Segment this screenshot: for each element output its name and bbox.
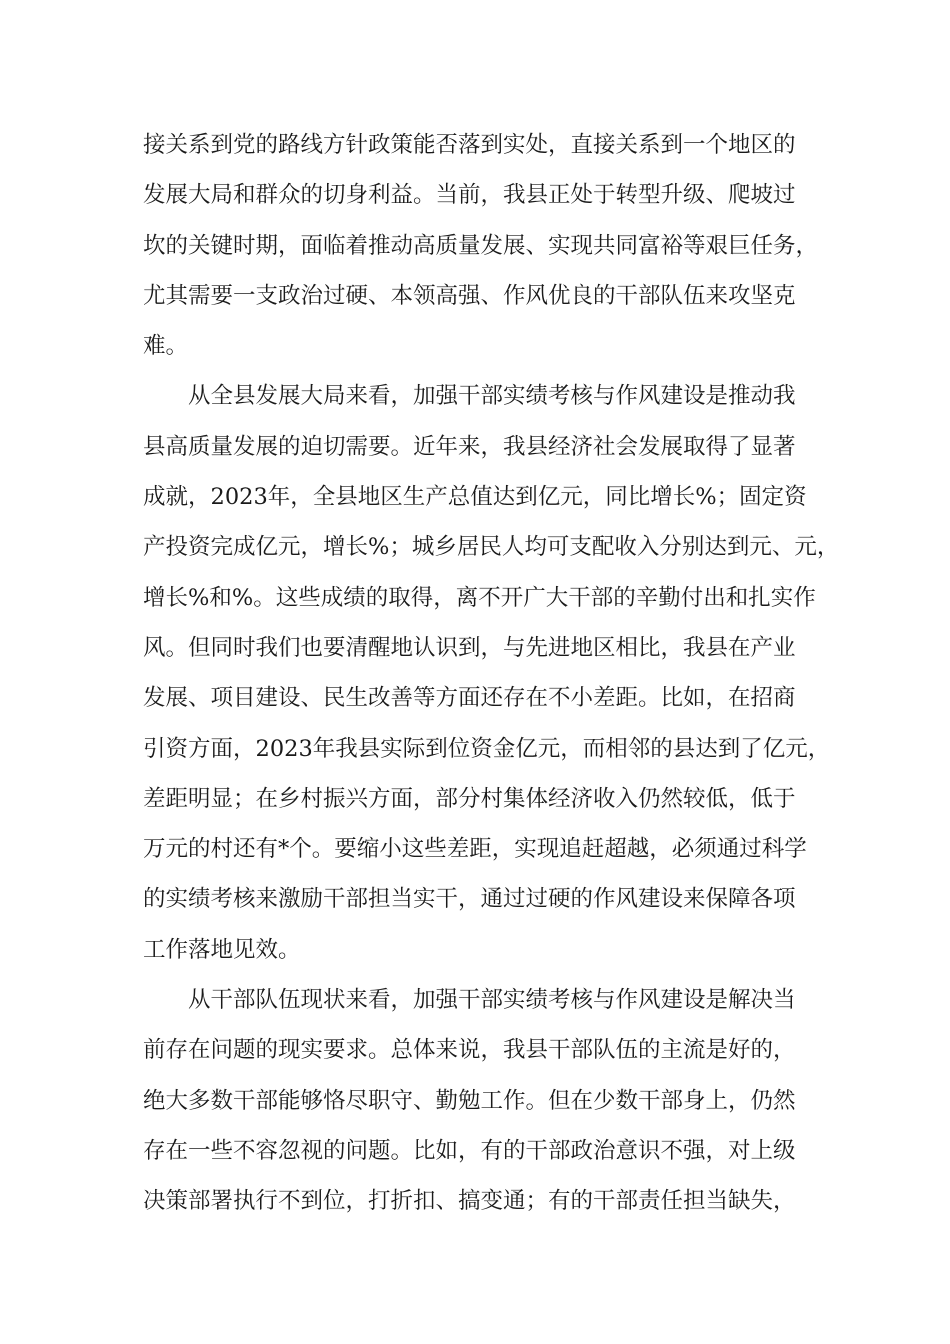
- text-line: 差距明显；在乡村振兴方面，部分村集体经济收入仍然较低，低于: [143, 785, 796, 812]
- text-line: 风。但同时我们也要清醒地认识到，与先进地区相比，我县在产业: [143, 634, 796, 661]
- text-line: 难。: [143, 333, 189, 360]
- text-line: 县高质量发展的迫切需要。近年来，我县经济社会发展取得了显著: [143, 433, 796, 460]
- text-line: 增长%和%。这些成绩的取得，离不开广大干部的辛勤付出和扎实作: [143, 584, 816, 611]
- text-line: 决策部署执行不到位，打折扣、搞变通；有的干部责任担当缺失，: [143, 1188, 796, 1215]
- text-line: 接关系到党的路线方针政策能否落到实处，直接关系到一个地区的: [143, 132, 796, 158]
- text-line: 尤其需要一支政治过硬、本领高强、作风优良的干部队伍来攻坚克: [143, 282, 796, 309]
- text-line: 绝大多数干部能够恪尽职守、勤勉工作。但在少数干部身上，仍然: [143, 1087, 796, 1114]
- body-text: [143, 120, 840, 1227]
- text-line: 引资方面，2023年我县实际到位资金亿元，而相邻的县达到了亿元，: [143, 735, 831, 762]
- text-line: 的实绩考核来激励干部担当实干，通过过硬的作风建设来保障各项: [143, 886, 796, 913]
- paragraph-start-line: 从全县发展大局来看，加强干部实绩考核与作风建设是推动我: [188, 383, 796, 410]
- text-line: 成就，2023年，全县地区生产总值达到亿元，同比增长%；固定资: [143, 484, 807, 511]
- paragraph-start-line: 从干部队伍现状来看，加强干部实绩考核与作风建设是解决当: [188, 987, 796, 1014]
- text-line: 万元的村还有*个。要缩小这些差距，实现追赶超越，必须通过科学: [143, 836, 807, 863]
- text-line: 产投资完成亿元，增长%；城乡居民人均可支配收入分别达到元、元，: [143, 534, 840, 561]
- text-line: 存在一些不容忽视的问题。比如，有的干部政治意识不强，对上级: [143, 1137, 796, 1164]
- text-line: 坎的关键时期，面临着推动高质量发展、实现共同富裕等艰巨任务，: [143, 232, 819, 259]
- text-line: 发展大局和群众的切身利益。当前，我县正处于转型升级、爬坡过: [143, 182, 796, 209]
- text-line: 前存在问题的现实要求。总体来说，我县干部队伍的主流是好的，: [143, 1037, 796, 1064]
- text-line: 工作落地见效。: [143, 936, 301, 963]
- text-line: 发展、项目建设、民生改善等方面还存在不小差距。比如，在招商: [143, 685, 796, 712]
